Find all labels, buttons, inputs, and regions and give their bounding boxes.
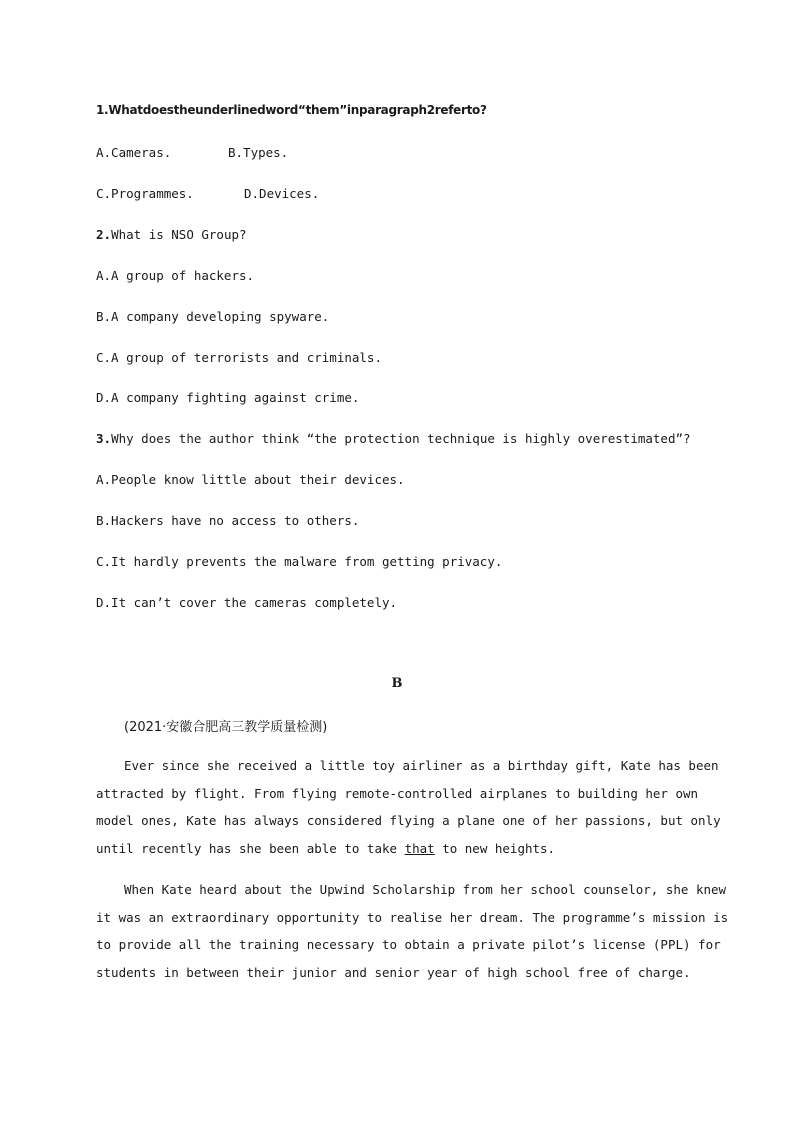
question-1-option-c: C.Programmes. <box>96 186 194 201</box>
question-3-option-d: D.It can’t cover the cameras completely. <box>96 595 398 610</box>
question-3-option-b: B.Hackers have no access to others. <box>96 513 360 528</box>
paragraph-1-line: attracted by flight. From flying remote-controlled airplanes to building her own <box>96 785 699 801</box>
question-1-option-b: B.Types. <box>228 145 289 160</box>
paragraph-2-line: When Kate heard about the Upwind Scholarship from her school counselor, she knew <box>124 882 727 897</box>
passage-source: (2021·安徽合肥高三教学质量检测) <box>124 720 328 735</box>
paragraph-1-text: until recently has she been able to take <box>96 840 405 856</box>
question-2-option-c: C.A group of terrorists and criminals. <box>96 350 382 365</box>
question-3-option-c: C.It hardly prevents the malware from getting privacy. <box>96 554 503 569</box>
paragraph-1-text: to new heights. <box>434 840 556 856</box>
underlined-word-that: that <box>404 840 435 856</box>
paragraph-1-line: Ever since she received a little toy airliner as a birthday gift, Kate has been <box>124 758 719 773</box>
paragraph-2-line: it was an extraordinary opportunity to realise her dream. The programme’s mission is <box>96 909 729 925</box>
question-1-stem <box>96 103 487 117</box>
question-1-number: 1. <box>96 103 109 117</box>
question-3-stem <box>96 431 691 446</box>
question-2-text: What is NSO Group? <box>111 227 247 242</box>
paragraph-1-line: model ones, Kate has always considered flying a plane one of her passions, but only <box>96 813 721 828</box>
question-1-option-d: D.Devices. <box>244 186 320 201</box>
question-1-option-a: A.Cameras. <box>96 145 172 160</box>
question-2-option-a: A.A group of hackers. <box>96 268 255 283</box>
question-2-stem <box>96 227 247 242</box>
passage-paragraph-2 <box>96 876 729 986</box>
question-1-text: Whatdoestheunderlinedword“them”inparagraph2referto? <box>108 103 487 117</box>
question-3-number: 3. <box>96 431 112 446</box>
section-title: B <box>391 676 403 691</box>
question-2-option-d: D.A company fighting against crime. <box>96 390 360 405</box>
question-2-number: 2. <box>96 227 112 242</box>
question-3-text: Why does the author think “the protection technique is highly overestimated”? <box>111 431 691 446</box>
question-2-option-b: B.A company developing spyware. <box>96 309 330 324</box>
paragraph-2-line: students in between their junior and senior year of high school free of charge. <box>96 964 691 980</box>
question-3-option-a: A.People know little about their devices. <box>96 472 405 487</box>
paragraph-2-line: to provide all the training necessary to obtain a private pilot’s license (PPL) for <box>96 937 721 952</box>
paragraph-1-line <box>96 835 696 863</box>
passage-paragraph-1 <box>96 752 721 862</box>
